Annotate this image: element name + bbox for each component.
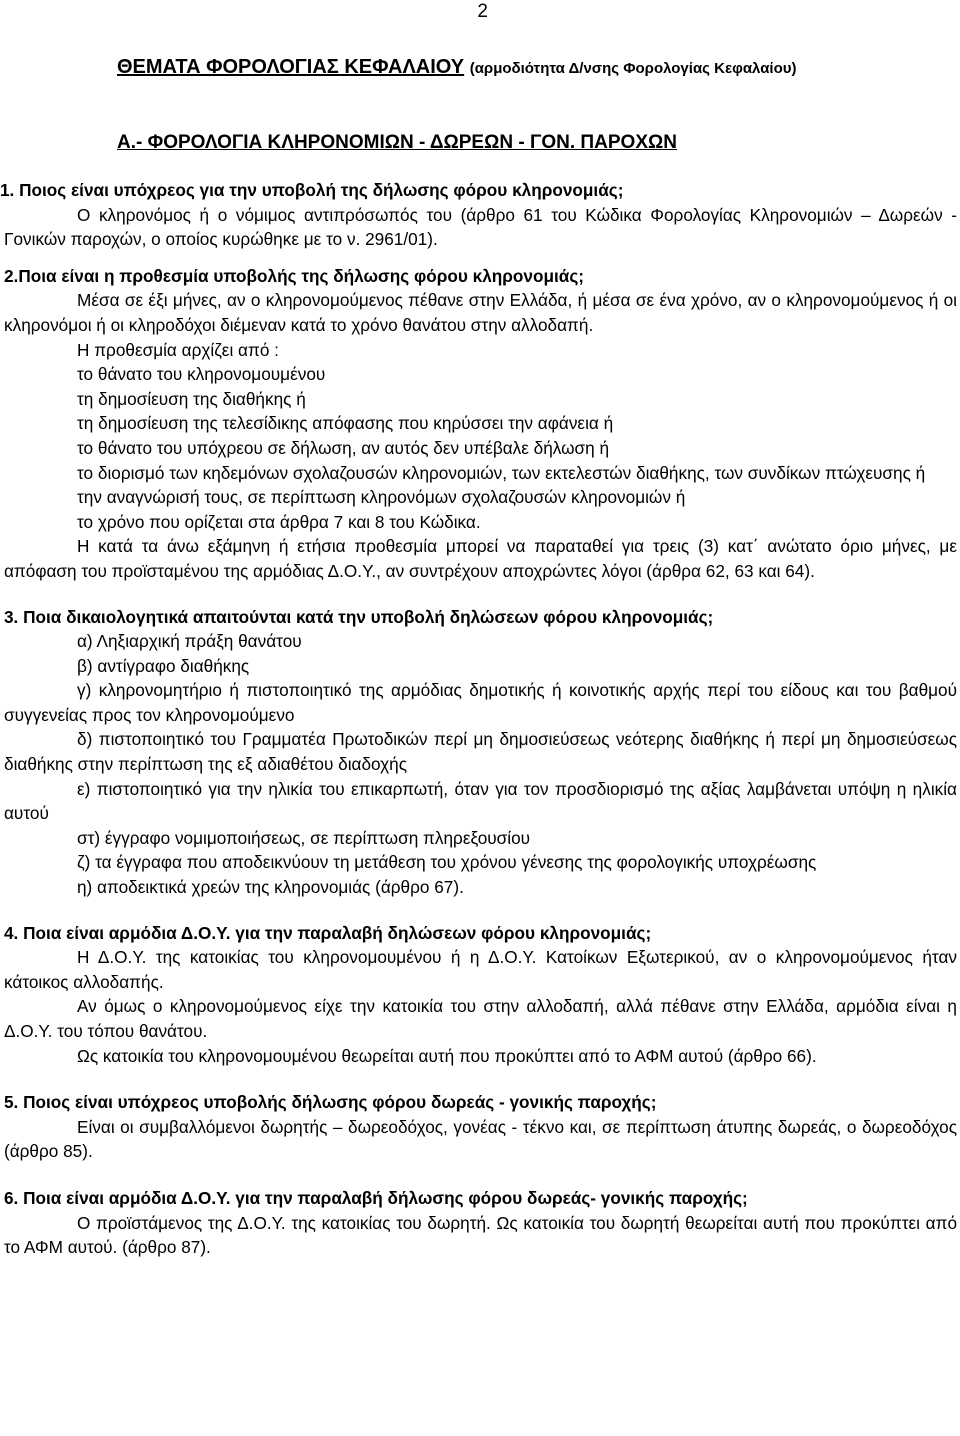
answer-paragraph: Ο κληρονόμος ή ο νόμιμος αντιπρόσωπός του (άρθρο 61 του Κώδικα Φορολογίας Κληρονομιών – Δωρεών - Γονικών παροχών, ο οποίος κυρώθηκε με το ν. 2961/01). [4,204,957,250]
question-block-5 [4,1090,957,1164]
title-main: ΘΕΜΑΤΑ ΦΟΡΟΛΟΓΙΑΣ ΚΕΦΑΛΑΙΟΥ [117,56,465,78]
answer-paragraph: Είναι οι συμβαλλόμενοι δωρητής – δωρεοδόχος, γονέας - τέκνο και, σε περίπτωση άτυπης δωρεάς, ο δωρεοδόχος (άρθρο 85). [4,1116,957,1162]
title-subtitle: (αρμοδιότητα Δ/νσης Φορολογίας Κεφαλαίου) [469,60,797,77]
page-title [117,54,796,82]
document-body [0,178,957,1281]
question-heading: 6. Ποια είναι αρμόδια Δ.Ο.Υ. για την παραλαβή δήλωσης φόρου δωρεάς- γονικής παροχής; [4,1187,748,1208]
question-heading: 4. Ποια είναι αρμόδια Δ.Ο.Υ. για την παραλαβή δηλώσεων φόρου κληρονομιάς; [4,922,652,943]
page-number: 2 [477,1,488,22]
answer-paragraph: Η Δ.Ο.Υ. της κατοικίας του κληρονομουμένου ή η Δ.Ο.Υ. Κατοίκων Εξωτερικού, αν ο κληρονομούμενος ήταν κάτοικος αλλοδαπής. [4,947,957,992]
question-block-1 [0,178,957,252]
answer-paragraph: δ) πιστοποιητικό του Γραμματέα Πρωτοδικών περί μη δημοσιεύσεως νεότερης διαθήκης ή περί μη δημοσιεύσεως διαθήκης στην περίπτωση της εξ αδιαθέτου διαδοχής [4,729,957,775]
question-block-6 [4,1186,957,1260]
question-block-3 [4,605,957,900]
question-block-2 [4,264,957,584]
answer-paragraph: το θάνατο του υπόχρεου σε δήλωση, αν αυτός δεν υπέβαλε δήλωση ή [77,437,610,458]
answer-paragraph: γ) κληρονομητήριο ή πιστοποιητικό της αρμόδιας δημοτικής ή κοινοτικής αρχής περί του είδους και του βαθμού συγγενείας προς τον κληρονομούμενο [4,680,957,725]
answer-paragraph: Η κατά τα άνω εξάμηνη ή ετήσια προθεσμία μπορεί να παραταθεί για τρεις (3) κατ΄ ανώτατο όριο μήνες, με απόφαση του προϊσταμένου της αρμόδιας Δ.Ο.Υ., αν συντρέχουν αποχρώντες λόγοι (άρθρα 62, 63 και 64). [4,536,957,581]
answer-paragraph: Ο προϊστάμενος της Δ.Ο.Υ. της κατοικίας του δωρητή. Ως κατοικία του δωρητή θεωρείται αυτή που προκύπτει από το ΑΦΜ αυτού. (άρθρο 87). [4,1212,957,1258]
section-heading: Α.- ΦΟΡΟΛΟΓΙΑ ΚΛΗΡΟΝΟΜΙΩΝ - ΔΩΡΕΩΝ - ΓΟΝ. ΠΑΡΟΧΩΝ [117,132,677,153]
answer-paragraph: ζ) τα έγγραφα που αποδεικνύουν τη μετάθεση του χρόνου γένεσης της φορολογικής υποχρέωσης [77,852,817,873]
question-heading: 2.Ποια είναι η προθεσμία υποβολής της δήλωσης φόρου κληρονομιάς; [4,265,585,286]
question-heading: 5. Ποιος είναι υπόχρεος υποβολής δήλωσης φόρου δωρεάς - γονικής παροχής; [4,1092,657,1113]
answer-paragraph: την αναγνώρισή τους, σε περίπτωση κληρονόμων σχολαζουσών κληρονομιών ή [77,487,686,508]
answer-paragraph: τη δημοσίευση της τελεσίδικης απόφασης που κηρύσσει την αφάνεια ή [77,413,614,434]
question-heading: 1. Ποιος είναι υπόχρεος για την υποβολή της δήλωσης φόρου κληρονομιάς; [0,180,624,200]
answer-paragraph: Ως κατοικία του κληρονομουμένου θεωρείται αυτή που προκύπτει από το ΑΦΜ αυτού (άρθρο 66). [77,1045,817,1066]
answer-paragraph: ε) πιστοποιητικό για την ηλικία του επικαρπωτή, όταν για τον προσδιορισμό της αξίας λαμβάνεται υπόψη η ηλικία αυτού [4,778,957,824]
answer-paragraph: α) Ληξιαρχική πράξη θανάτου [77,631,302,652]
answer-paragraph: στ) έγγραφο νομιμοποιήσεως, σε περίπτωση πληρεξουσίου [77,827,531,848]
answer-paragraph: το χρόνο που ορίζεται στα άρθρα 7 και 8 του Κώδικα. [77,511,481,532]
answer-paragraph: Η προθεσμία αρχίζει από : [77,339,279,360]
answer-paragraph: Μέσα σε έξι μήνες, αν ο κληρονομούμενος πέθανε στην Ελλάδα, ή μέσα σε ένα χρόνο, αν ο κληρονομούμενος ή οι κληρονόμοι ή οι κληροδόχοι διέμεναν κατά το χρόνο θανάτου στην αλλοδαπή. [4,290,957,335]
answer-paragraph: τη δημοσίευση της διαθήκης ή [77,388,306,409]
answer-paragraph: το θάνατο του κληρονομουμένου [77,364,326,385]
answer-paragraph: β) αντίγραφο διαθήκης [77,655,250,676]
question-block-4 [4,921,957,1069]
answer-paragraph: η) αποδεικτικά χρεών της κληρονομιάς (άρθρο 67). [77,877,464,898]
answer-paragraph: Αν όμως ο κληρονομούμενος είχε την κατοικία του στην αλλοδαπή, αλλά πέθανε στην Ελλάδα, αρμόδια είναι η Δ.Ο.Υ. του τόπου θανάτου. [4,996,957,1041]
question-heading: 3. Ποια δικαιολογητικά απαιτούνται κατά την υποβολή δηλώσεων φόρου κληρονομιάς; [4,606,714,627]
answer-paragraph: το διορισμό των κηδεμόνων σχολαζουσών κληρονομιών, των εκτελεστών διαθήκης, των συνδίκων πτώχευσης ή [77,462,926,483]
